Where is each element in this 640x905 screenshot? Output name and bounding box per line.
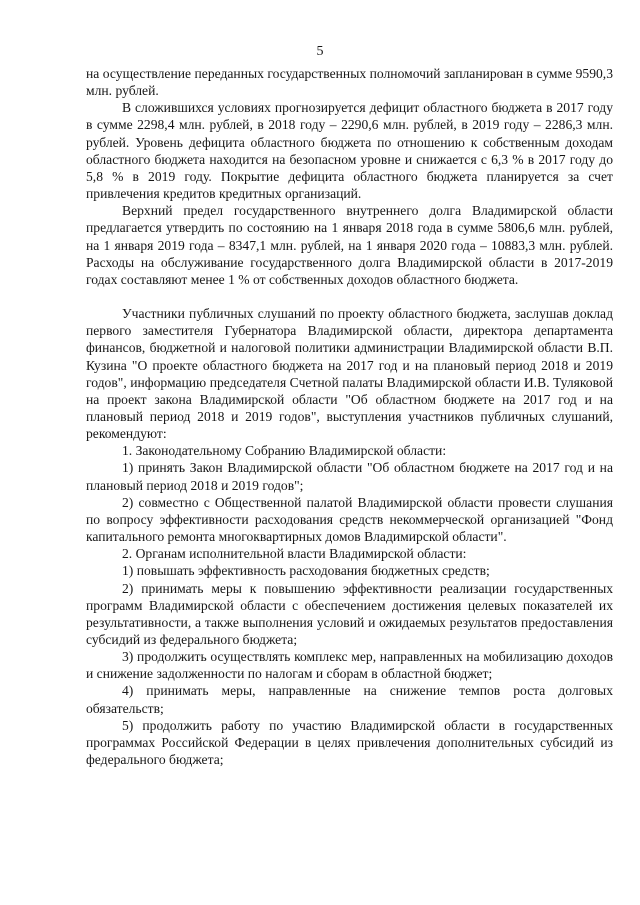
document-body xyxy=(86,65,613,768)
recommendation-item: 2) принимать меры к повышению эффективности реализации государственных программ Владимирской области с обеспечением достижения целевых показателей их результативности, а также выполнения условий и ожидаемых результатов предоставления субсидий из федерального бюджета; xyxy=(86,580,613,647)
paragraph-spacer xyxy=(86,288,613,305)
recommendation-item: 5) продолжить работу по участию Владимирской области в государственных программах Российской Федерации в целях привлечения дополнительных субсидий из федерального бюджета; xyxy=(86,717,613,768)
page-number: 5 xyxy=(316,44,324,59)
paragraph-budget-deficit: В сложившихся условиях прогнозируется дефицит областного бюджета в 2017 году в сумме 2298,4 млн. рублей, в 2018 году – 2290,6 млн. рублей, в 2019 году – 2286,3 млн. рублей. Уровень дефицита областного бюджета по отношению к собственным доходам областного бюджета находится на безопасном уровне и снижается с 6,3 % в 2017 году до 5,8 % в 2019 году. Покрытие дефицита областного бюджета планируется за счет привлечения кредитов кредитных организаций. xyxy=(86,100,613,202)
recommendation-legislative-assembly: 1. Законодательному Собранию Владимирской области: xyxy=(122,443,447,459)
recommendation-item: 3) продолжить осуществлять комплекс мер, направленных на мобилизацию доходов и снижение задолженности по налогам и сборам в областной бюджет; xyxy=(86,649,613,682)
recommendation-item: 2) совместно с Общественной палатой Владимирской области провести слушания по вопросу эффективности расходования средств некоммерческой организацией "Фонд капитального ремонта многоквартирных домов Владимирской области". xyxy=(86,494,613,545)
paragraph-debt-limit: Верхний предел государственного внутреннего долга Владимирской области предлагается утвердить по состоянию на 1 января 2018 года в сумме 5806,6 млн. рублей, на 1 января 2019 года – 8347,1 млн. рублей, на 1 января 2020 года – 10883,3 млн. рублей. Расходы на обслуживание государственного долга Владимирской области в 2017-2019 годах составляют менее 1 % от собственных доходов областного бюджета. xyxy=(86,203,613,287)
recommendation-item: 4) принимать меры, направленные на снижение темпов роста долговых обязательств; xyxy=(86,683,613,716)
recommendation-item: 1) принять Закон Владимирской области "Об областном бюджете на 2017 год и на плановый период 2018 и 2019 годов"; xyxy=(86,460,613,493)
recommendation-item: 1) повышать эффективность расходования бюджетных средств; xyxy=(122,563,490,579)
paragraph-transferred-powers: на осуществление переданных государственных полномочий запланирован в сумме 9590,3 млн. рублей. xyxy=(86,66,613,99)
recommendation-executive-bodies: 2. Органам исполнительной власти Владимирской области: xyxy=(122,546,467,562)
paragraph-hearing-participants: Участники публичных слушаний по проекту областного бюджета, заслушав доклад первого заместителя Губернатора Владимирской области, директора департамента финансов, бюджетной и налоговой политики администрации Владимирской области В.П. Кузина "О проекте областного бюджета на 2017 год и на плановый период 2018 и 2019 годов", информацию председателя Счетной палаты Владимирской области И.В. Туляковой на проект закона Владимирской области "Об областном бюджете на 2017 год и на плановый период 2018 и 2019 годов", выступления участников публичных слушаний, рекомендуют: xyxy=(86,306,613,442)
